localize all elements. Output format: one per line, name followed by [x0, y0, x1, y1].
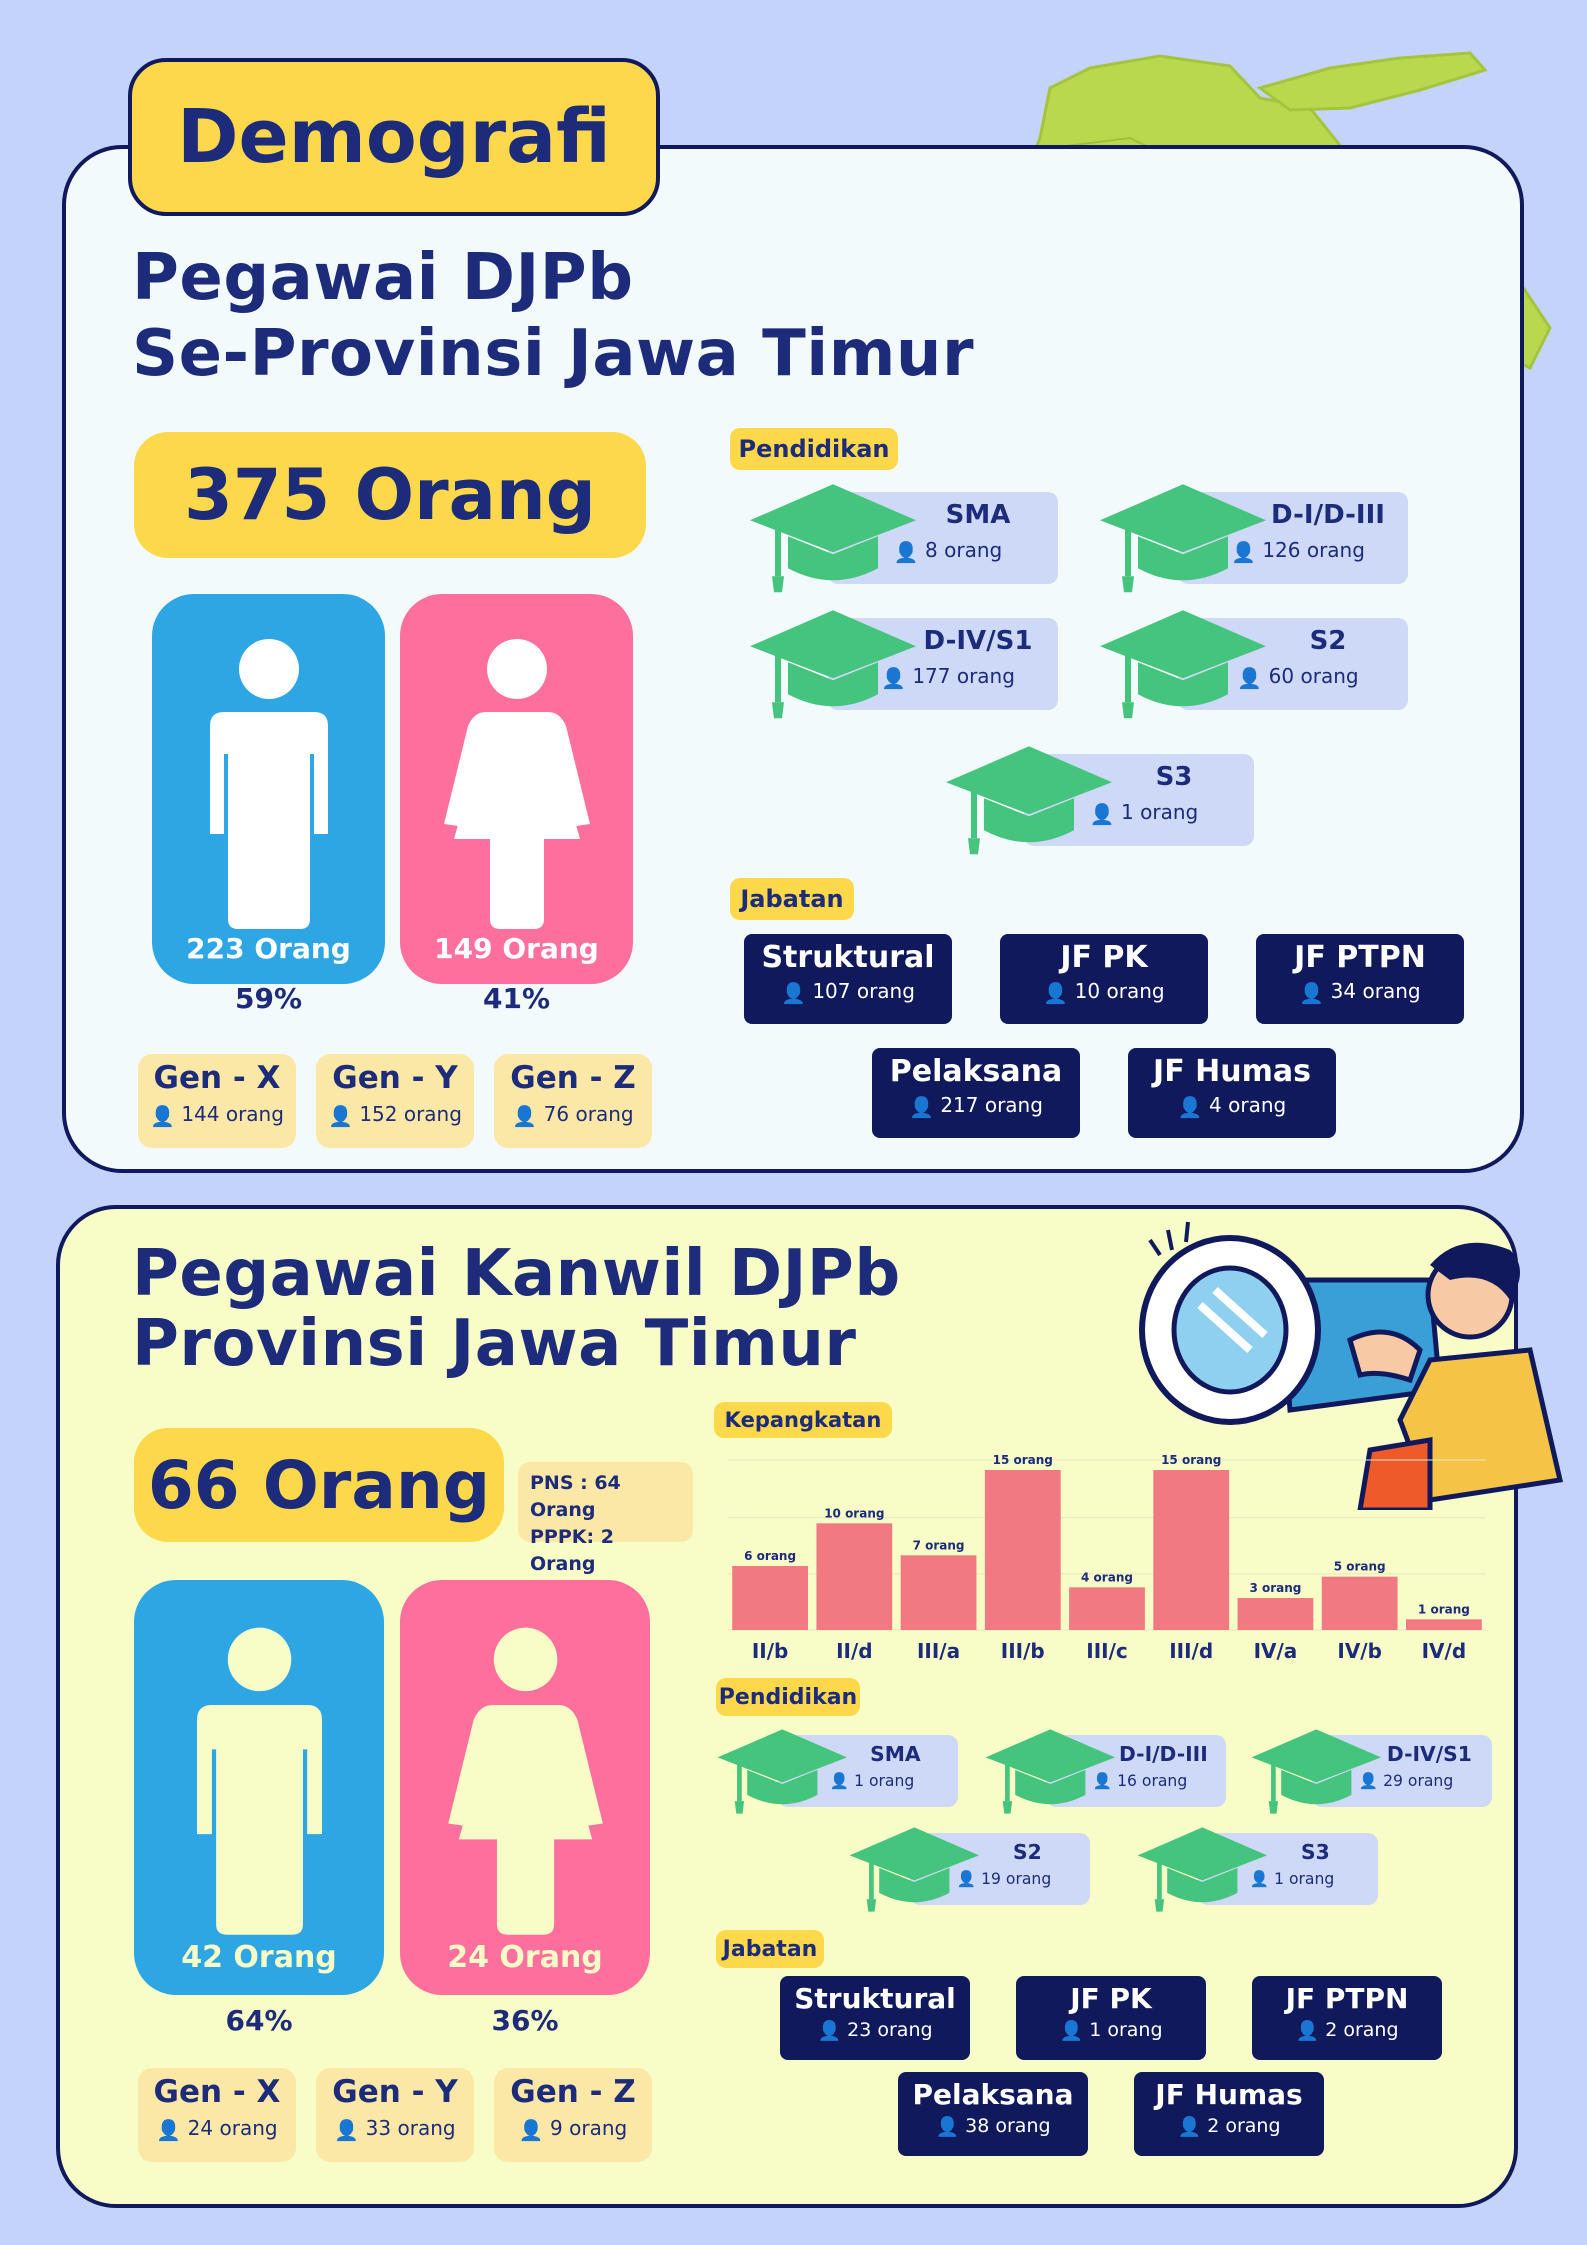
person-icon: 👤: [328, 1103, 353, 1128]
gen-label: Gen - Z: [510, 2074, 636, 2110]
education-value: 1 orang: [854, 1771, 915, 1790]
province-education-tag: Pendidikan: [730, 428, 898, 470]
jabatan-value: 10 orang: [1074, 979, 1165, 1003]
graduation-cap-icon: [1098, 480, 1268, 596]
education-label: D-IV/S1: [1386, 1741, 1472, 1766]
jabatan-value: 2 orang: [1207, 2115, 1281, 2137]
education-value: 29 orang: [1383, 1771, 1454, 1790]
jabatan-label: JF PK: [1060, 940, 1148, 975]
graduation-cap-icon: [716, 1726, 849, 1816]
gen-label: Gen - Z: [510, 1060, 636, 1096]
jabatan-item: [1128, 1048, 1336, 1138]
jabatan-value-row: [1128, 1093, 1336, 1119]
jabatan-value: 4 orang: [1209, 1093, 1287, 1117]
education-value: 19 orang: [981, 1869, 1052, 1888]
gen-label: Gen - X: [153, 2074, 281, 2110]
graduation-cap-icon: [1098, 606, 1268, 722]
x-tick-label: IV/a: [1253, 1639, 1298, 1663]
kanwil-pns: PNS : 64 Orang: [530, 1472, 621, 1521]
female-figure-icon: [400, 594, 633, 934]
bar-IV/a: [1238, 1598, 1314, 1630]
bar-data-label: 15 orang: [992, 1453, 1053, 1467]
education-label: S3: [1155, 762, 1193, 792]
bar-data-label: 1 orang: [1417, 1602, 1470, 1617]
gen-label: Gen - X: [153, 1060, 281, 1096]
kepangkatan-bar-chart: [722, 1440, 1492, 1670]
x-tick-label: IV/d: [1421, 1639, 1467, 1663]
person-icon: 👤: [1177, 2116, 1202, 2138]
gen-label: Gen - Y: [332, 2074, 458, 2110]
jabatan-label: Struktural: [794, 1982, 956, 2015]
jabatan-item: [780, 1976, 970, 2060]
province-female-pct: 41%: [482, 982, 551, 1015]
province-title-line2: Se-Provinsi Jawa Timur: [132, 317, 975, 391]
jabatan-label: Struktural: [761, 940, 935, 975]
education-label: SMA: [945, 500, 1011, 530]
bar-III/a: [901, 1555, 977, 1630]
jabatan-item: [872, 1048, 1080, 1138]
person-icon: 👤: [829, 1772, 850, 1791]
jabatan-value: 23 orang: [847, 2019, 933, 2041]
bar-III/c: [1069, 1587, 1145, 1630]
person-icon: 👤: [1043, 980, 1069, 1005]
kanwil-gen-z: [494, 2068, 652, 2162]
province-gen-z: [494, 1054, 652, 1148]
jabatan-label: JF PTPN: [1285, 1982, 1409, 2015]
jabatan-item: [1256, 934, 1464, 1024]
gen-value: 144 orang: [181, 1102, 284, 1126]
kanwil-male-pct: 64%: [225, 2004, 293, 2037]
kanwil-male-card: [134, 1580, 384, 1995]
jabatan-item: [1134, 2072, 1324, 2156]
kanwil-female-pct: 36%: [491, 2004, 559, 2037]
person-icon: 👤: [1237, 665, 1263, 690]
bar-data-label: 7 orang: [912, 1538, 965, 1553]
kanwil-gen-x: [138, 2068, 296, 2162]
person-icon: 👤: [1295, 2020, 1320, 2042]
kanwil-female-card: [400, 1580, 650, 1995]
gen-value: 76 orang: [543, 1102, 634, 1126]
jabatan-value-row: [898, 2115, 1088, 2138]
jabatan-item: [1016, 1976, 1206, 2060]
jabatan-value: 107 orang: [812, 979, 915, 1003]
bar-II/b: [732, 1566, 808, 1630]
person-icon: 👤: [1249, 1870, 1270, 1889]
jabatan-value: 217 orang: [940, 1093, 1043, 1117]
education-value: 60 orang: [1268, 664, 1359, 688]
person-icon: 👤: [956, 1870, 977, 1889]
education-label: S3: [1301, 1839, 1330, 1864]
province-total: 375 Orang: [134, 432, 646, 558]
kanwil-pns-pppk-box: [518, 1462, 693, 1575]
education-label: D-I/D-III: [1118, 1741, 1208, 1766]
kanwil-male-count: 42 Orang: [181, 1940, 337, 1975]
province-female-card: [400, 594, 633, 984]
person-icon: 👤: [1092, 1772, 1113, 1791]
jabatan-label: JF Humas: [1155, 2078, 1303, 2111]
kanwil-education-tag: Pendidikan: [716, 1678, 860, 1716]
jabatan-item: [1252, 1976, 1442, 2060]
jabatan-value-row: [872, 1093, 1080, 1119]
jabatan-item: [744, 934, 952, 1024]
education-value: 16 orang: [1117, 1771, 1188, 1790]
jabatan-value: 1 orang: [1089, 2019, 1163, 2041]
education-value: 126 orang: [1262, 538, 1365, 562]
gen-value: 152 orang: [359, 1102, 462, 1126]
education-label: D-I/D-III: [1271, 500, 1385, 530]
x-tick-label: III/a: [916, 1639, 961, 1663]
kanwil-kepangkatan-tag: Kepangkatan: [714, 1402, 892, 1438]
jabatan-value-row: [1256, 979, 1464, 1005]
province-title-line1: Pegawai DJPb: [132, 241, 634, 315]
person-icon: 👤: [909, 1094, 934, 1119]
bar-IV/d: [1406, 1619, 1482, 1630]
person-icon: 👤: [1059, 2020, 1084, 2042]
male-figure-icon: [152, 594, 385, 934]
graduation-cap-icon: [748, 480, 918, 596]
bar-III/d: [1153, 1470, 1229, 1630]
education-value: 1 orang: [1121, 800, 1199, 824]
province-male-card: [152, 594, 385, 984]
kanwil-title-line1: Pegawai Kanwil DJPb: [132, 1237, 901, 1311]
x-tick-label: III/c: [1086, 1639, 1128, 1663]
bar-IV/b: [1322, 1577, 1398, 1630]
person-icon: 👤: [334, 2117, 360, 2142]
x-tick-label: III/b: [1000, 1639, 1045, 1663]
province-male-pct: 59%: [234, 982, 303, 1015]
province-jabatan-tag: Jabatan: [730, 878, 854, 920]
person-icon: 👤: [817, 2020, 842, 2042]
education-label: SMA: [870, 1741, 921, 1766]
gen-value: 9 orang: [550, 2116, 628, 2140]
jabatan-label: Pelaksana: [889, 1054, 1063, 1089]
person-icon: 👤: [893, 539, 919, 564]
jabatan-value-row: [1016, 2019, 1206, 2042]
kanwil-gen-y: [316, 2068, 474, 2162]
jabatan-item: [898, 2072, 1088, 2156]
graduation-cap-icon: [848, 1824, 981, 1914]
province-female-count: 149 Orang: [434, 932, 599, 965]
jabatan-value: 34 orang: [1330, 979, 1421, 1003]
jabatan-item: [1000, 934, 1208, 1024]
person-icon: 👤: [935, 2116, 960, 2138]
education-label: D-IV/S1: [923, 626, 1033, 656]
jabatan-label: Pelaksana: [912, 2078, 1074, 2111]
bar-data-label: 5 orang: [1333, 1559, 1386, 1574]
province-gen-y: [316, 1054, 474, 1148]
kanwil-title-line2: Provinsi Jawa Timur: [132, 1307, 857, 1381]
demografi-badge: Demografi: [128, 58, 660, 216]
bar-data-label: 10 orang: [824, 1506, 885, 1521]
graduation-cap-icon: [1136, 1824, 1269, 1914]
education-value: 8 orang: [925, 538, 1003, 562]
province-gen-x: [138, 1054, 296, 1148]
person-icon: 👤: [156, 2117, 182, 2142]
jabatan-label: JF PTPN: [1294, 940, 1426, 975]
education-label: S2: [1309, 626, 1347, 656]
bar-data-label: 6 orang: [744, 1549, 797, 1563]
x-tick-label: II/b: [751, 1639, 789, 1663]
jabatan-label: JF PK: [1070, 1982, 1152, 2015]
x-tick-label: II/d: [836, 1639, 873, 1663]
person-icon: 👤: [1089, 801, 1115, 826]
province-male-count: 223 Orang: [186, 932, 351, 965]
education-value: 177 orang: [912, 664, 1015, 688]
bar-data-label: 3 orang: [1249, 1581, 1302, 1595]
person-icon: 👤: [518, 2117, 544, 2142]
gen-value: 24 orang: [187, 2116, 278, 2140]
bar-II/d: [816, 1523, 892, 1630]
bar-III/b: [985, 1470, 1061, 1630]
kanwil-jabatan-tag: Jabatan: [716, 1930, 824, 1968]
jabatan-value-row: [1134, 2115, 1324, 2138]
graduation-cap-icon: [984, 1726, 1117, 1816]
gen-value: 33 orang: [365, 2116, 456, 2140]
graduation-cap-icon: [1250, 1726, 1383, 1816]
education-label: S2: [1013, 1839, 1042, 1864]
person-icon: 👤: [881, 665, 906, 690]
jabatan-value-row: [1252, 2019, 1442, 2042]
jabatan-value: 2 orang: [1325, 2019, 1399, 2041]
x-tick-label: IV/b: [1337, 1639, 1382, 1663]
education-value: 1 orang: [1274, 1869, 1335, 1888]
graduation-cap-icon: [944, 742, 1114, 858]
x-tick-label: III/d: [1169, 1639, 1214, 1663]
person-icon: 👤: [150, 1103, 175, 1128]
person-icon: 👤: [512, 1103, 538, 1128]
bar-data-label: 15 orang: [1161, 1453, 1222, 1467]
kanwil-pppk: PPPK: 2 Orang: [530, 1526, 614, 1575]
male-figure-icon: [134, 1580, 384, 1940]
bar-data-label: 4 orang: [1081, 1570, 1133, 1585]
graduation-cap-icon: [748, 606, 918, 722]
gen-label: Gen - Y: [332, 1060, 458, 1096]
person-icon: 👤: [781, 980, 806, 1005]
person-icon: 👤: [1299, 980, 1325, 1005]
kanwil-total: 66 Orang: [134, 1428, 504, 1542]
jabatan-value-row: [744, 979, 952, 1005]
female-figure-icon: [400, 1580, 650, 1940]
person-icon: 👤: [1358, 1772, 1379, 1791]
jabatan-value-row: [1000, 979, 1208, 1005]
person-icon: 👤: [1177, 1094, 1203, 1119]
jabatan-value-row: [780, 2019, 970, 2042]
jabatan-value: 38 orang: [965, 2115, 1051, 2137]
jabatan-label: JF Humas: [1153, 1054, 1311, 1089]
kanwil-female-count: 24 Orang: [447, 1940, 603, 1975]
person-icon: 👤: [1231, 539, 1256, 564]
